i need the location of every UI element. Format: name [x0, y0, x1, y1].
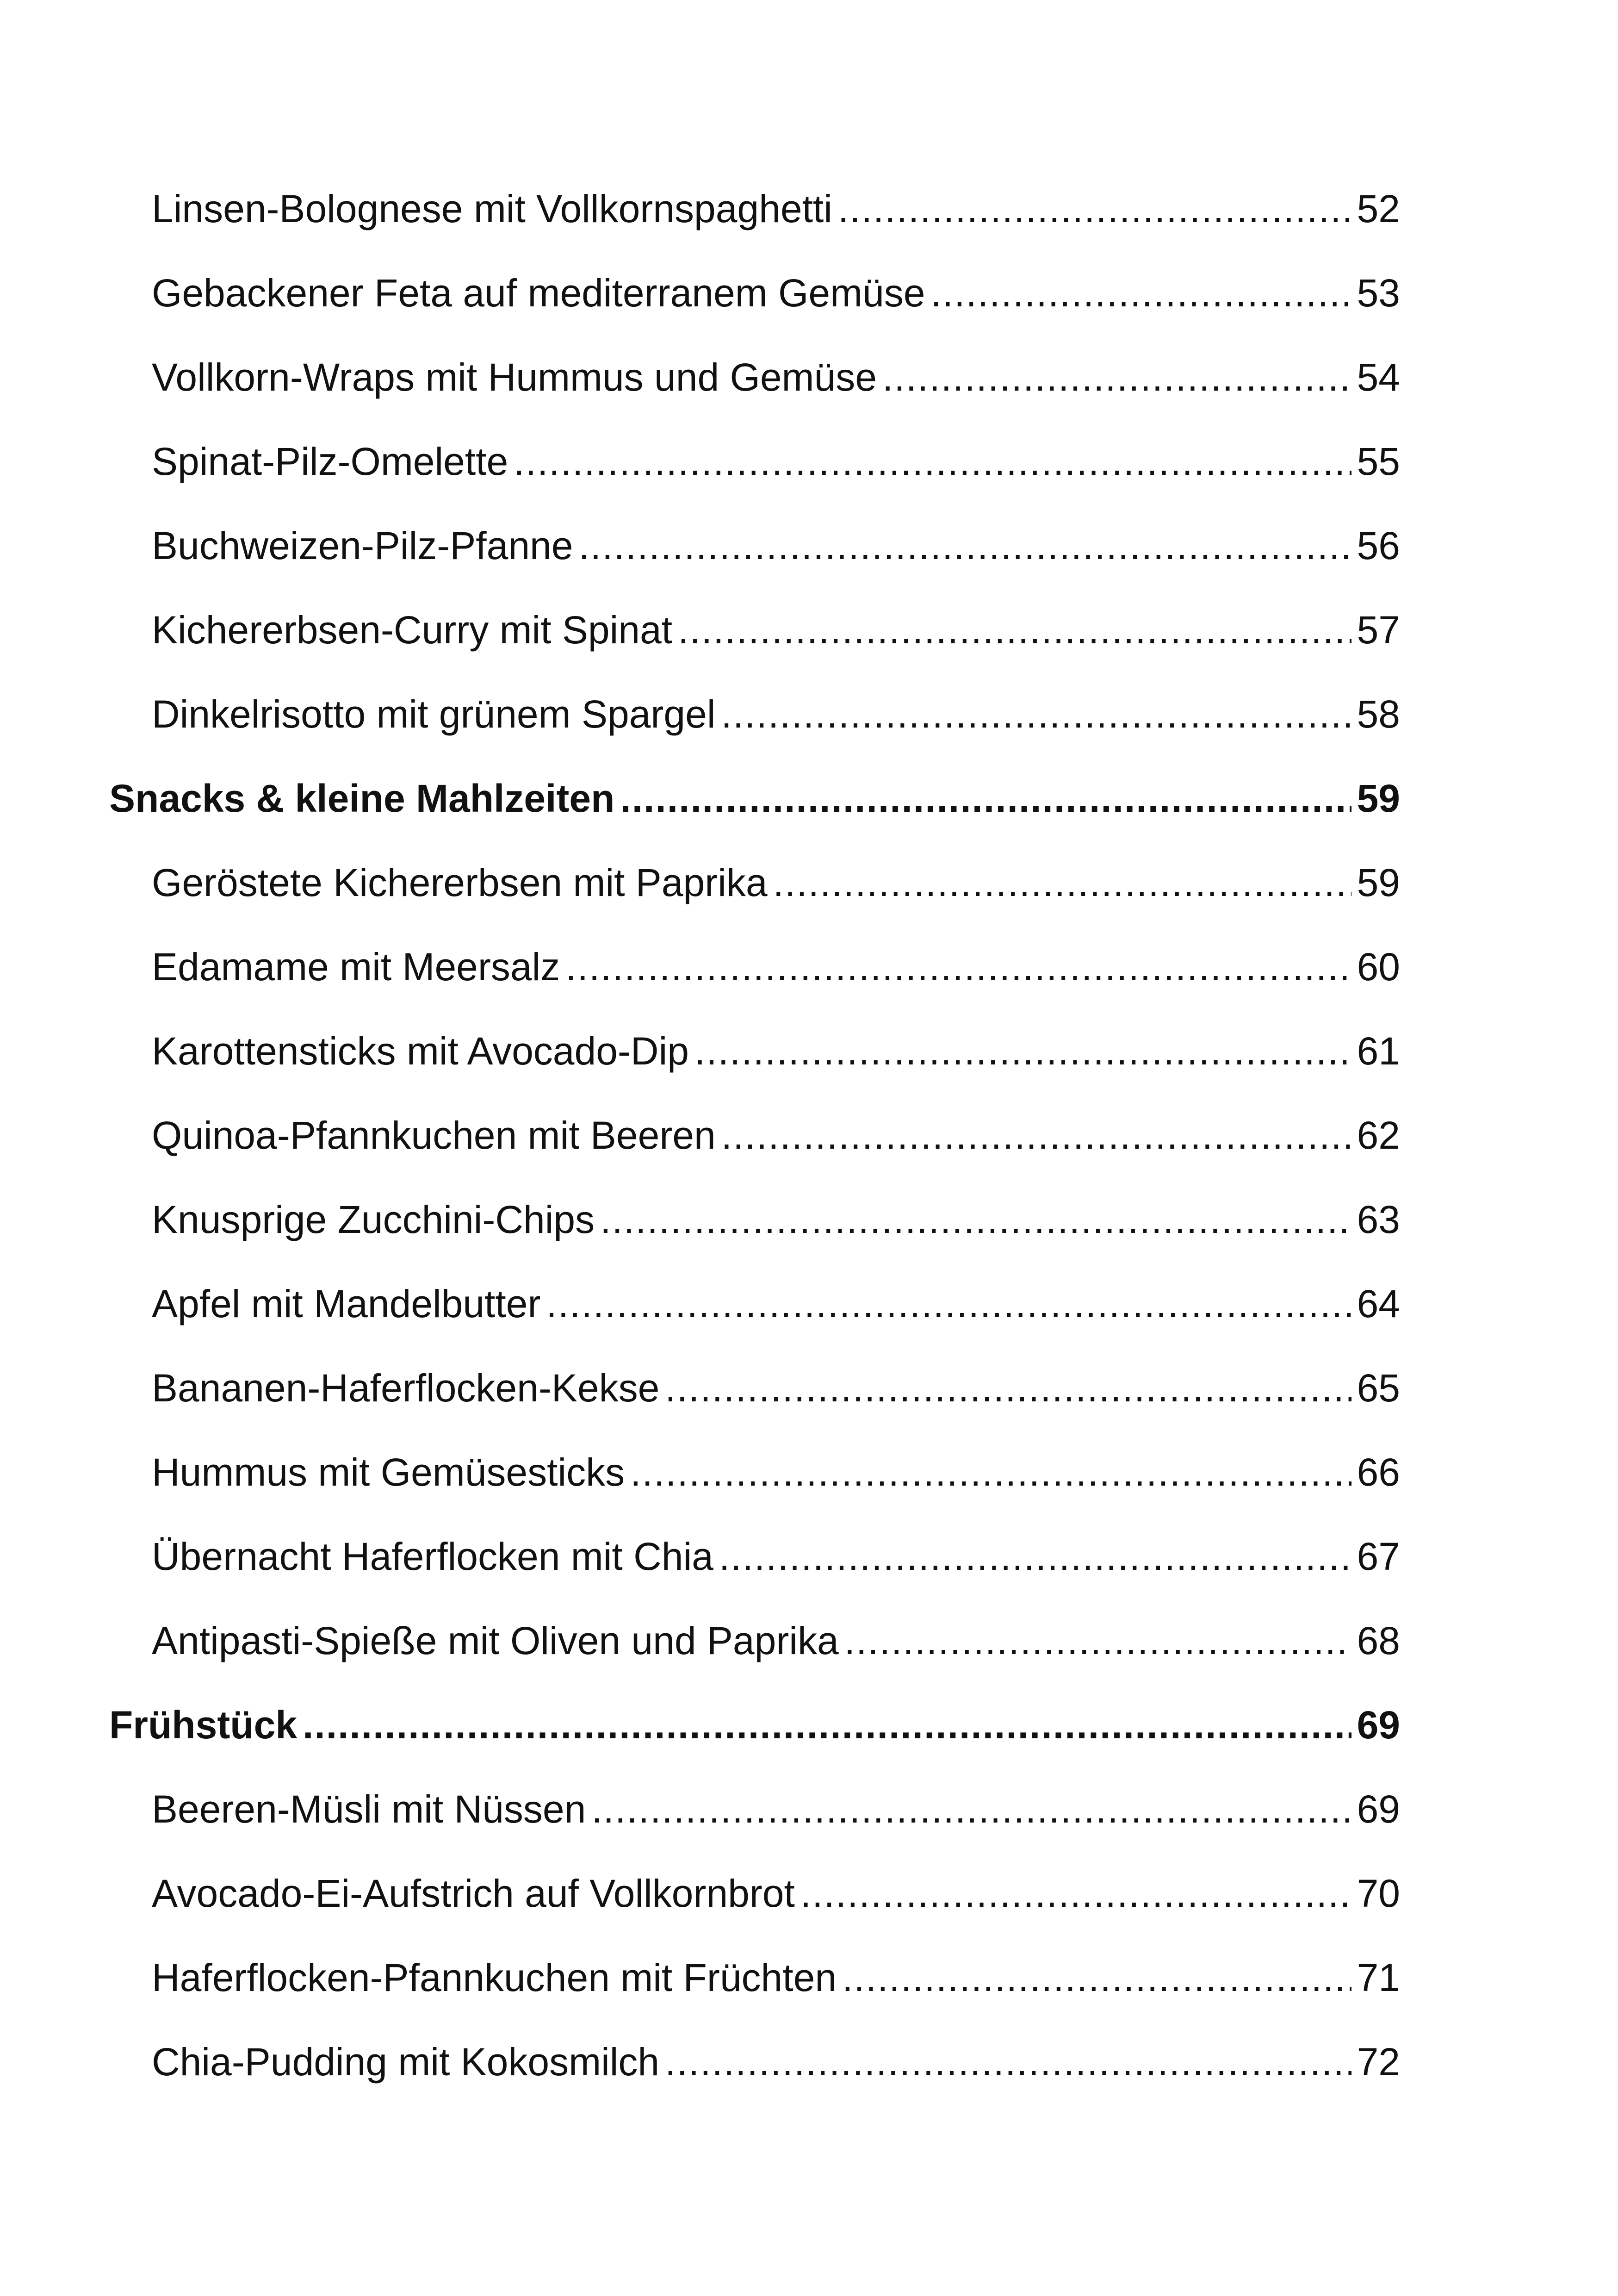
- toc-entry-title: Spinat-Pilz-Omelette: [152, 439, 508, 483]
- toc-dot-leader: [303, 1703, 1351, 1748]
- toc-page-number: 66: [1357, 1450, 1400, 1494]
- toc-dot-leader: [546, 1282, 1351, 1326]
- toc-dot-leader: [800, 1871, 1351, 1916]
- toc-dot-leader: [721, 1113, 1351, 1158]
- toc-entry-title: Dinkelrisotto mit grünem Spargel: [152, 692, 716, 736]
- toc-entry[interactable]: [109, 335, 1400, 419]
- toc-entry-title: Buchweizen-Pilz-Pfanne: [152, 523, 573, 567]
- toc-entry-title: Chia-Pudding mit Kokosmilch: [152, 2040, 660, 2084]
- toc-dot-leader: [565, 945, 1351, 989]
- toc-page-number: 57: [1357, 608, 1400, 652]
- toc-entry[interactable]: [109, 1514, 1400, 1599]
- toc-page-number: 64: [1357, 1282, 1400, 1325]
- toc-entry-title: Geröstete Kichererbsen mit Paprika: [152, 860, 768, 904]
- toc-page-number: 65: [1357, 1366, 1400, 1410]
- toc-page-number: 58: [1357, 692, 1400, 736]
- toc-entry-title: Karottensticks mit Avocado-Dip: [152, 1029, 689, 1073]
- toc-page-number: 71: [1357, 1955, 1400, 1999]
- toc-page-number: 69: [1357, 1703, 1400, 1747]
- table-of-contents: [109, 167, 1400, 2104]
- toc-entry-title: Vollkorn-Wraps mit Hummus und Gemüse: [152, 355, 877, 399]
- toc-entry[interactable]: [109, 251, 1400, 335]
- toc-dot-leader: [620, 776, 1351, 821]
- toc-dot-leader: [694, 1029, 1351, 1074]
- toc-dot-leader: [930, 271, 1351, 316]
- toc-dot-leader: [514, 439, 1351, 484]
- toc-entry[interactable]: [109, 1935, 1400, 2020]
- toc-page-number: 52: [1357, 187, 1400, 230]
- toc-dot-leader: [882, 355, 1351, 400]
- toc-page-number: 70: [1357, 1871, 1400, 1915]
- toc-entry-title: Quinoa-Pfannkuchen mit Beeren: [152, 1113, 716, 1157]
- toc-page-number: 53: [1357, 271, 1400, 315]
- toc-entry-title: Edamame mit Meersalz: [152, 945, 560, 989]
- toc-entry[interactable]: [109, 1262, 1400, 1346]
- toc-entry[interactable]: [109, 1430, 1400, 1514]
- toc-page-number: 63: [1357, 1197, 1400, 1241]
- toc-entry-title: Beeren-Müsli mit Nüssen: [152, 1787, 586, 1831]
- toc-entry-title: Bananen-Haferflocken-Kekse: [152, 1366, 660, 1410]
- toc-dot-leader: [630, 1450, 1351, 1495]
- toc-section-title: Snacks & kleine Mahlzeiten: [109, 776, 615, 820]
- toc-dot-leader: [600, 1197, 1351, 1242]
- toc-entry[interactable]: [109, 1346, 1400, 1430]
- toc-dot-leader: [721, 692, 1351, 737]
- toc-page-number: 59: [1357, 860, 1400, 904]
- toc-entry-title: Antipasti-Spieße mit Oliven und Paprika: [152, 1618, 839, 1662]
- toc-dot-leader: [842, 1955, 1351, 2000]
- toc-entry[interactable]: [109, 1851, 1400, 1935]
- toc-entry-title: Apfel mit Mandelbutter: [152, 1282, 541, 1325]
- toc-entry[interactable]: [109, 1177, 1400, 1262]
- toc-entry[interactable]: [109, 1599, 1400, 1683]
- toc-page-number: 60: [1357, 945, 1400, 989]
- toc-entry-title: Hummus mit Gemüsesticks: [152, 1450, 625, 1494]
- toc-dot-leader: [773, 860, 1351, 905]
- toc-entry[interactable]: [109, 840, 1400, 925]
- toc-page-number: 67: [1357, 1534, 1400, 1578]
- toc-page-number: 68: [1357, 1618, 1400, 1662]
- toc-page-number: 56: [1357, 523, 1400, 567]
- toc-entry-title: Avocado-Ei-Aufstrich auf Vollkornbrot: [152, 1871, 795, 1915]
- toc-entry[interactable]: [109, 1093, 1400, 1177]
- toc-dot-leader: [665, 1366, 1351, 1411]
- toc-dot-leader: [678, 608, 1351, 653]
- toc-section-heading[interactable]: [109, 1683, 1400, 1767]
- toc-page-number: 69: [1357, 1787, 1400, 1831]
- toc-dot-leader: [838, 187, 1351, 231]
- toc-entry-title: Knusprige Zucchini-Chips: [152, 1197, 595, 1241]
- toc-entry[interactable]: [109, 419, 1400, 504]
- toc-entry[interactable]: [109, 1009, 1400, 1093]
- toc-entry[interactable]: [109, 2020, 1400, 2104]
- toc-entry[interactable]: [109, 504, 1400, 588]
- toc-entry-title: Gebackener Feta auf mediterranem Gemüse: [152, 271, 925, 315]
- toc-entry[interactable]: [109, 588, 1400, 672]
- toc-page-number: 61: [1357, 1029, 1400, 1073]
- toc-entry-title: Haferflocken-Pfannkuchen mit Früchten: [152, 1955, 837, 1999]
- toc-dot-leader: [665, 2040, 1351, 2084]
- toc-section-title: Frühstück: [109, 1703, 298, 1747]
- toc-entry[interactable]: [109, 1767, 1400, 1851]
- toc-entry[interactable]: [109, 167, 1400, 251]
- toc-entry-title: Übernacht Haferflocken mit Chia: [152, 1534, 713, 1578]
- toc-page-number: 62: [1357, 1113, 1400, 1157]
- toc-entry-title: Linsen-Bolognese mit Vollkornspaghetti: [152, 187, 832, 230]
- toc-page-number: 72: [1357, 2040, 1400, 2084]
- toc-entry[interactable]: [109, 672, 1400, 756]
- toc-dot-leader: [591, 1787, 1351, 1832]
- toc-dot-leader: [578, 523, 1351, 568]
- toc-section-heading[interactable]: [109, 756, 1400, 840]
- toc-page-number: 55: [1357, 439, 1400, 483]
- toc-entry-title: Kichererbsen-Curry mit Spinat: [152, 608, 673, 652]
- toc-dot-leader: [844, 1618, 1351, 1663]
- toc-dot-leader: [719, 1534, 1351, 1579]
- toc-page-number: 59: [1357, 776, 1400, 820]
- toc-entry[interactable]: [109, 925, 1400, 1009]
- toc-page-number: 54: [1357, 355, 1400, 399]
